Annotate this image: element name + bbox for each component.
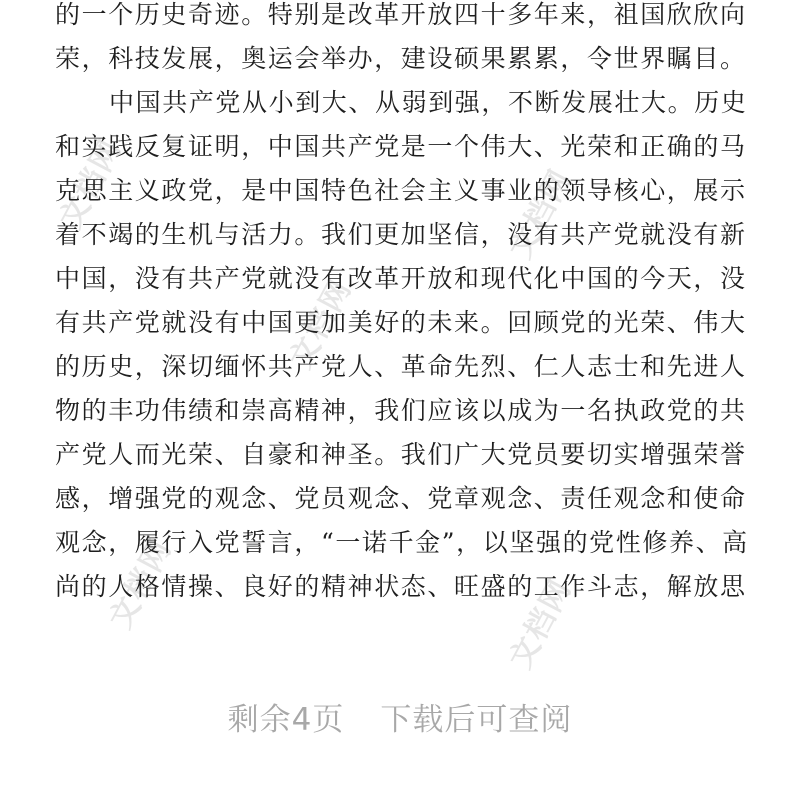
text-line: 荣，科技发展，奥运会举办，建设硕果累累，令世界瞩目。 <box>55 44 747 73</box>
text-line: 产党人而光荣、自豪和神圣。我们广大党员要切实增强荣誉 <box>55 440 747 469</box>
paragraph-start-line: 中国共产党从小到大、从弱到强，不断发展壮大。历史 <box>109 88 748 117</box>
text-line: 物的丰功伟绩和崇高精神，我们应该以成为一名执政党的共 <box>55 396 747 425</box>
remaining-pages-label: 剩余4页 <box>227 702 345 738</box>
text-line: 有共产党就没有中国更加美好的未来。回顾党的光荣、伟大 <box>55 308 747 337</box>
watermark: 文档网 <box>283 273 360 375</box>
text-line: 观念，履行入党誓言，“一诺千金”，以坚强的党性修养、高 <box>55 528 749 557</box>
text-line: 中国，没有共产党就没有改革开放和现代化中国的今天，没 <box>55 264 747 293</box>
text-line: 尚的人格情操、良好的精神状态、旺盛的工作斗志，解放思 <box>55 572 747 601</box>
watermark: 文档网 <box>103 533 180 635</box>
text-line: 克思主义政党，是中国特色社会主义事业的领导核心，展示 <box>55 176 747 205</box>
watermark: 文档网 <box>53 133 130 235</box>
download-to-view-label: 下载后可查阅 <box>380 702 573 738</box>
text-line: 感，增强党的观念、党员观念、党章观念、责任观念和使命 <box>55 484 747 513</box>
download-prompt[interactable] <box>0 694 800 739</box>
watermark: 文档网 <box>503 163 580 265</box>
watermark: 文档网 <box>503 573 580 675</box>
text-line: 和实践反复证明，中国共产党是一个伟大、光荣和正确的马 <box>55 132 747 161</box>
text-line: 着不竭的生机与活力。我们更加坚信，没有共产党就没有新 <box>55 220 747 249</box>
text-line: 的历史，深切缅怀共产党人、革命先烈、仁人志士和先进人 <box>55 352 747 381</box>
body-text <box>55 0 755 609</box>
text-line: 的一个历史奇迹。特别是改革开放四十多年来，祖国欣欣向 <box>55 0 747 29</box>
